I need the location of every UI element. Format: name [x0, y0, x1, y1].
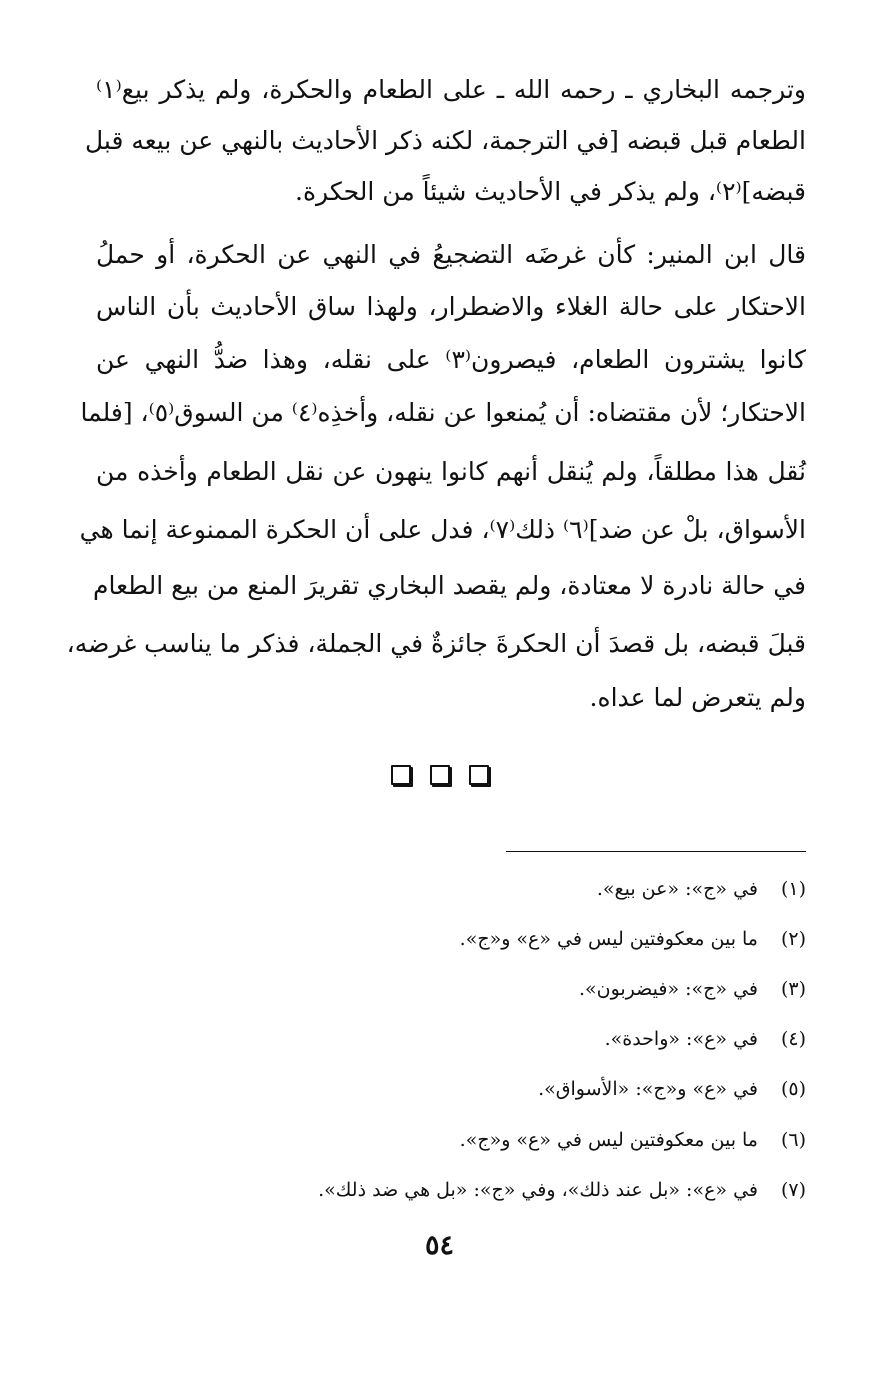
- body-line: قال ابن المنير: كأن غرضَه التضجيعُ في النهي عن الحكرة، أو حملُ: [96, 240, 806, 269]
- footnote-number: (١): [780, 878, 806, 900]
- footnote: [186, 974, 806, 1004]
- body-line: الأسواق، بلْ عن ضد]⁽٦⁾ ذلك⁽٧⁾، فدل على أن الحكرة الممنوعة إنما هي: [79, 515, 806, 544]
- footnote-text: في «ج»: «فيضربون».: [578, 978, 758, 1000]
- body-line: الاحتكار؛ لأن مقتضاه: أن يُمنعوا عن نقله، وأخذِه⁽٤⁾ من السوق⁽٥⁾، [فلما: [80, 398, 806, 427]
- body-line: في حالة نادرة لا معتادة، ولم يقصد البخاري تقريرَ المنع من بيع الطعام: [92, 571, 806, 600]
- body-line: الطعام قبل قبضه [في الترجمة، لكنه ذكر الأحاديث بالنهي عن بيعه قبل: [84, 126, 806, 155]
- footnote-number: (٧): [780, 1179, 806, 1201]
- footnote: [186, 924, 806, 954]
- body-line: ولم يتعرض لما عداه.: [589, 683, 806, 712]
- square-ornament-icon: [391, 765, 411, 785]
- page-number: ٥٤: [424, 1230, 454, 1261]
- body-line: كانوا يشترون الطعام، فيصرون⁽٣⁾ على نقله، وهذا ضدُّ النهي عن: [96, 345, 807, 374]
- footnote: [186, 1024, 806, 1054]
- footnote-number: (٤): [780, 1028, 806, 1050]
- body-line: قبلَ قبضه، بل قصدَ أن الحكرةَ جائزةٌ في الجملة، فذكر ما يناسب غرضه،: [66, 629, 806, 658]
- square-ornament-icon: [430, 765, 450, 785]
- footnote-text: ما بين معكوفتين ليس في «ع» و«ج».: [459, 1129, 758, 1151]
- footnote-divider: [506, 851, 806, 852]
- body-line: وترجمه البخاري ـ رحمه الله ـ على الطعام والحكرة، ولم يذكر بيع⁽١⁾: [96, 75, 806, 104]
- body-line: قبضه]⁽٢⁾، ولم يذكر في الأحاديث شيئاً من الحكرة.: [295, 177, 806, 206]
- body-line: نُقل هذا مطلقاً، ولم يُنقل أنهم كانوا ينهون عن نقل الطعام وأخذه من: [96, 457, 806, 486]
- body-line: الاحتكار على حالة الغلاء والاضطرار، ولهذا ساق الأحاديث بأن الناس: [96, 292, 806, 321]
- footnote-text: ما بين معكوفتين ليس في «ع» و«ج».: [459, 928, 758, 950]
- footnote-number: (٢): [780, 928, 806, 950]
- footnote-text: في «ج»: «عن بيع».: [596, 878, 758, 900]
- footnote: [186, 1074, 806, 1104]
- footnote-number: (٣): [780, 978, 806, 1000]
- footnote-text: في «ع» و«ج»: «الأسواق».: [538, 1078, 758, 1100]
- footnote-number: (٦): [780, 1129, 806, 1151]
- square-ornament-icon: [469, 765, 489, 785]
- footnote-text: في «ع»: «واحدة».: [604, 1028, 758, 1050]
- footnote-text: في «ع»: «بل عند ذلك»، وفي «ج»: «بل هي ضد ذلك».: [318, 1179, 758, 1201]
- section-separator: [0, 765, 879, 785]
- footnote: [186, 874, 806, 904]
- footnote: [186, 1125, 806, 1155]
- footnote: [186, 1175, 806, 1205]
- footnote-number: (٥): [780, 1078, 806, 1100]
